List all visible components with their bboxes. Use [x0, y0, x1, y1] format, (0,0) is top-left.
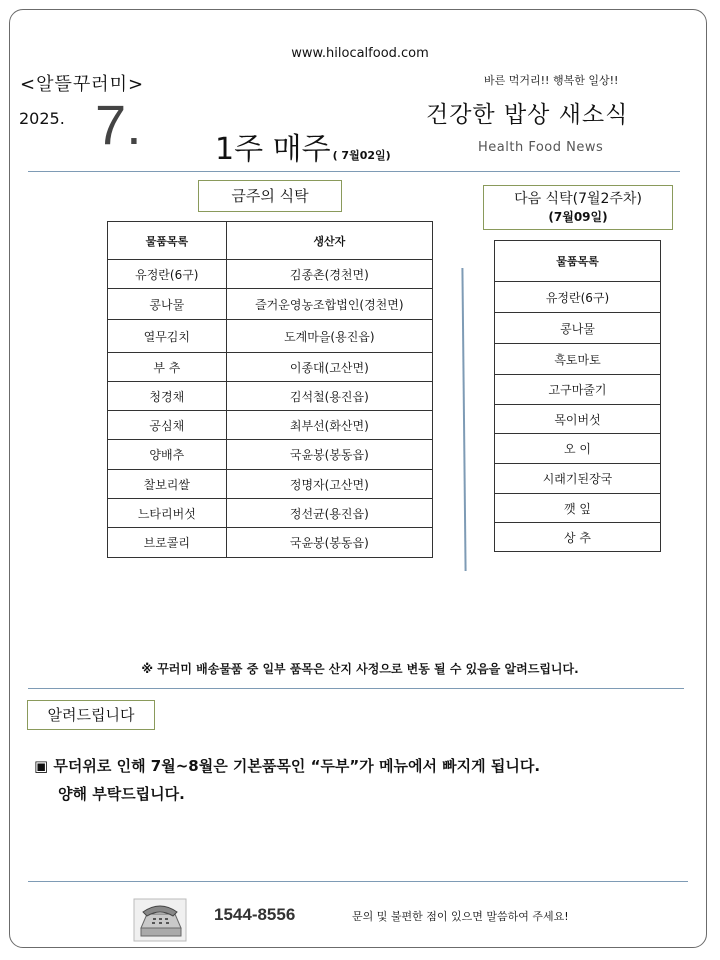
notice-divider: [28, 688, 684, 689]
item-cell: 브로콜리: [108, 528, 227, 558]
item-cell: 느타리버섯: [108, 499, 227, 528]
table-row: [108, 320, 433, 353]
news-subtitle: Health Food News: [478, 140, 604, 155]
table-header-row: [495, 241, 661, 282]
next-week-table: [494, 240, 661, 552]
next-item-cell: 상 추: [495, 523, 661, 552]
item-cell: 찰보리쌀: [108, 470, 227, 499]
table-row: [108, 353, 433, 382]
brand-name: <알뜰꾸러미>: [20, 74, 145, 95]
list-item: [495, 344, 661, 375]
issue-year: 2025.: [19, 109, 65, 128]
contact-text: 문의 및 불편한 점이 있으면 말씀하여 주세요!: [352, 910, 569, 923]
table-row: [108, 382, 433, 411]
site-url[interactable]: www.hilocalfood.com: [291, 46, 429, 61]
list-item: [495, 282, 661, 313]
issue-month: 7.: [95, 93, 142, 156]
table-row: [108, 260, 433, 289]
list-item: [495, 523, 661, 552]
header-divider: [28, 171, 680, 172]
table-row: [108, 528, 433, 558]
next-item-cell: 유정란(6구): [495, 282, 661, 313]
notice-line-1: ▣ 무더위로 인해 7월~8월은 기본품목인 “두부”가 메뉴에서 빠지게 됩니다.: [34, 757, 541, 775]
list-item: [495, 313, 661, 344]
item-cell: 양배추: [108, 440, 227, 470]
producer-cell: 정명자(고산면): [226, 470, 432, 499]
notice-label: 알려드립니다: [27, 700, 155, 730]
next-item-cell: 콩나물: [495, 313, 661, 344]
column-header-item: 물품목록: [495, 241, 661, 282]
column-header-producer: 생산자: [226, 222, 432, 260]
producer-cell: 도계마을(용진읍): [226, 320, 432, 353]
list-item: [495, 464, 661, 494]
this-week-label: 금주의 식탁: [198, 180, 342, 212]
next-item-cell: 흑토마토: [495, 344, 661, 375]
column-header-item: 물품목록: [108, 222, 227, 260]
notice-text: [34, 752, 540, 808]
footer-divider: [28, 881, 688, 882]
producer-cell: 김석철(용진읍): [226, 382, 432, 411]
table-row: [108, 411, 433, 440]
producer-cell: 최부선(화산면): [226, 411, 432, 440]
week-title: [215, 124, 391, 168]
table-row: [108, 499, 433, 528]
next-item-cell: 고구마줄기: [495, 375, 661, 405]
week-date: ( 7월02일): [332, 149, 391, 162]
this-week-table: [107, 221, 433, 558]
news-title: 건강한 밥상 새소식: [426, 102, 629, 128]
list-item: [495, 375, 661, 405]
next-item-cell: 시래기된장국: [495, 464, 661, 494]
list-item: [495, 434, 661, 464]
item-cell: 부 추: [108, 353, 227, 382]
item-cell: 공심채: [108, 411, 227, 440]
notice-line-2: 양해 부탁드립니다.: [58, 785, 185, 803]
producer-cell: 즐거운영농조합법인(경천면): [226, 289, 432, 320]
table-row: [108, 289, 433, 320]
next-week-date: (7월09일): [548, 210, 608, 224]
list-item: [495, 405, 661, 434]
table-row: [108, 440, 433, 470]
producer-cell: 이종대(고산면): [226, 353, 432, 382]
producer-cell: 김종촌(경천면): [226, 260, 432, 289]
week-title-text: 1주 매주: [215, 132, 331, 167]
item-cell: 콩나물: [108, 289, 227, 320]
item-cell: 유정란(6구): [108, 260, 227, 289]
item-cell: 청경채: [108, 382, 227, 411]
item-cell: 열무김치: [108, 320, 227, 353]
producer-cell: 정선균(용진읍): [226, 499, 432, 528]
phone-number[interactable]: 1544-8556: [214, 905, 296, 924]
next-item-cell: 깻 잎: [495, 494, 661, 523]
footnote: ※ 꾸러미 배송물품 중 일부 품목은 산지 사정으로 변동 될 수 있음을 알려드립니다.: [141, 662, 579, 676]
next-week-label: [483, 185, 673, 230]
slogan: 바른 먹거리!! 행복한 일상!!: [484, 74, 619, 87]
list-item: [495, 494, 661, 523]
table-row: [108, 470, 433, 499]
next-item-cell: 오 이: [495, 434, 661, 464]
telephone-icon: [133, 898, 187, 942]
next-item-cell: 목이버섯: [495, 405, 661, 434]
producer-cell: 국윤봉(봉동읍): [226, 440, 432, 470]
producer-cell: 국윤봉(봉동읍): [226, 528, 432, 558]
table-header-row: [108, 222, 433, 260]
next-week-title: 다음 식탁(7월2주차): [514, 191, 642, 207]
